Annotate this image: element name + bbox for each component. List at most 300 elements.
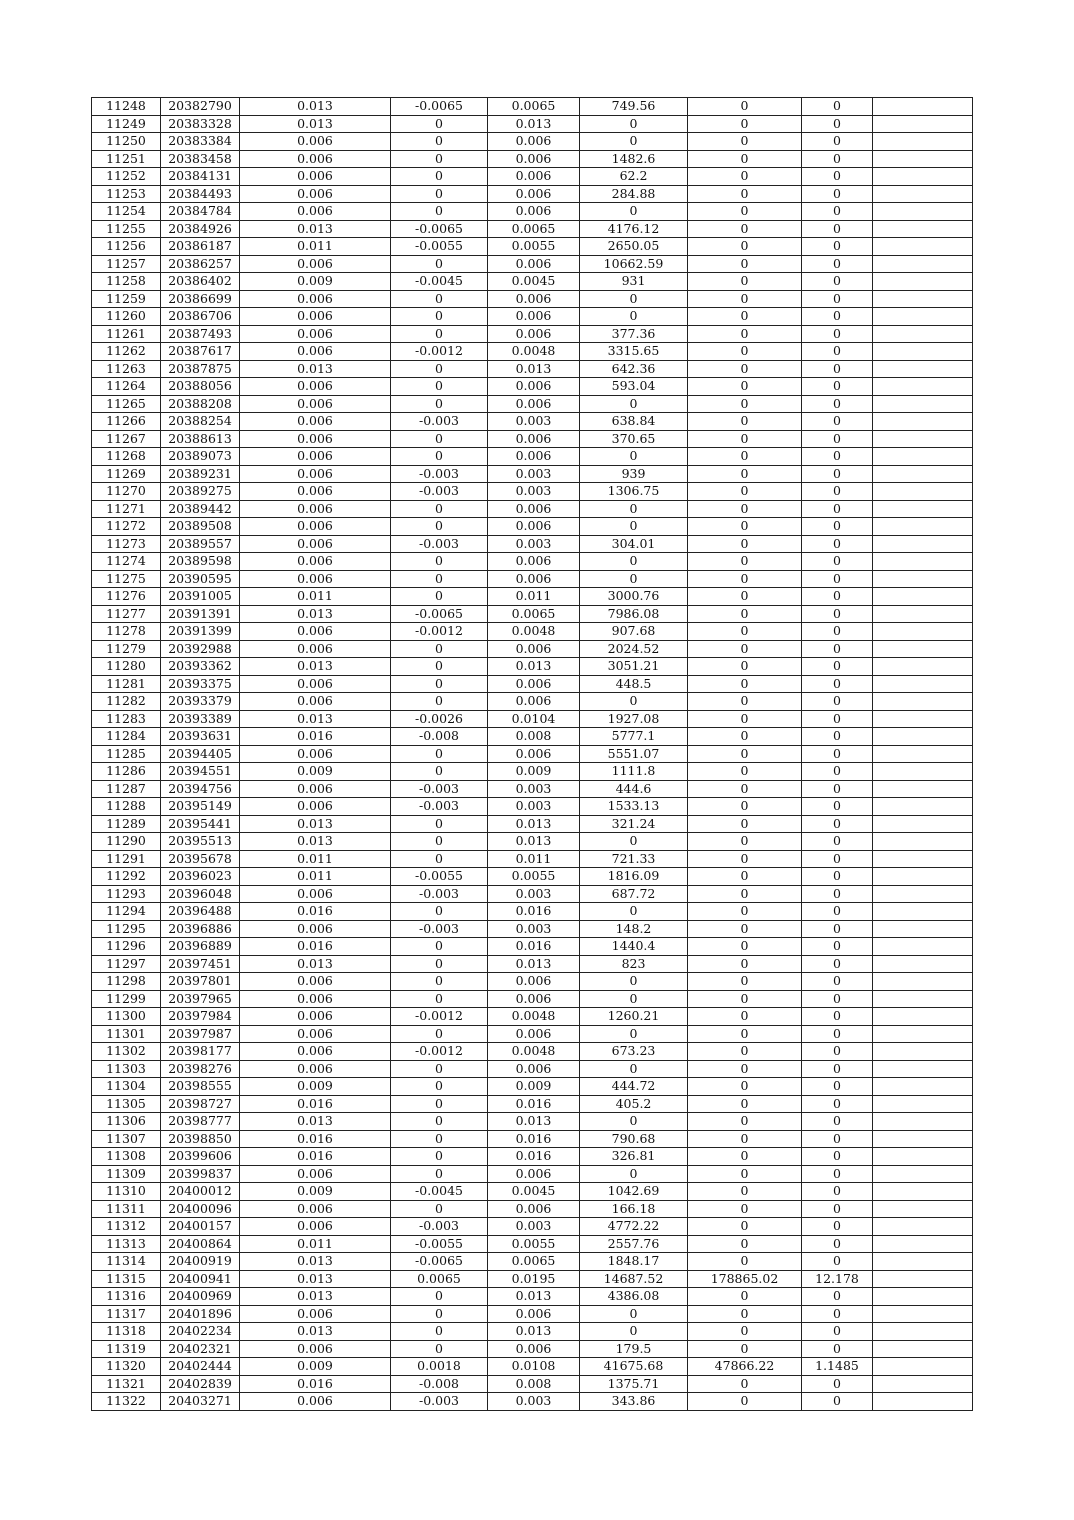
table-cell: 12.178 [802,1270,873,1288]
table-cell: 0.006 [488,570,580,588]
table-body [92,98,973,1411]
table-cell: 0 [391,570,488,588]
table-cell: 0 [688,1008,802,1026]
table-cell: 0 [580,395,688,413]
table-cell: 0.003 [488,885,580,903]
table-row [92,1340,973,1358]
table-cell: 0 [391,430,488,448]
table-cell: 11270 [92,483,161,501]
table-cell: 0 [688,220,802,238]
table-cell: 0.006 [488,395,580,413]
table-cell: 0.016 [488,938,580,956]
table-cell: 0 [391,675,488,693]
table-cell: 0 [688,885,802,903]
table-cell [873,1305,973,1323]
table-cell: 1375.71 [580,1375,688,1393]
table-row [92,675,973,693]
table-cell [873,238,973,256]
table-row [92,518,973,536]
table-cell: -0.003 [391,465,488,483]
table-cell: 0.0065 [488,220,580,238]
table-row [92,833,973,851]
table-cell: 20397801 [161,973,240,991]
table-cell [873,1165,973,1183]
table-cell: 0 [802,1130,873,1148]
table-cell: 0 [802,1025,873,1043]
table-cell: 0 [802,745,873,763]
table-cell [873,763,973,781]
table-cell: 0 [688,955,802,973]
table-row [92,903,973,921]
table-cell: 0.013 [488,360,580,378]
table-cell: 20393631 [161,728,240,746]
table-cell: 0.0104 [488,710,580,728]
table-cell: 284.88 [580,185,688,203]
table-cell: 0.011 [240,868,391,886]
table-cell [873,115,973,133]
table-cell: 0 [391,640,488,658]
table-cell: 11296 [92,938,161,956]
table-row [92,413,973,431]
table-cell: 0 [802,938,873,956]
table-cell: 0 [688,1340,802,1358]
table-cell: 20399606 [161,1148,240,1166]
table-cell: 0 [802,290,873,308]
table-cell: 1482.6 [580,150,688,168]
table-cell [873,98,973,116]
table-cell: 0.013 [240,360,391,378]
table-cell: 20386187 [161,238,240,256]
table-cell [873,868,973,886]
table-cell: 0 [688,1095,802,1113]
table-cell: 0 [580,203,688,221]
table-cell: 0 [802,413,873,431]
table-cell: 3315.65 [580,343,688,361]
table-cell: 20397984 [161,1008,240,1026]
table-cell [873,448,973,466]
table-cell: 11261 [92,325,161,343]
table-cell: 0 [802,728,873,746]
table-cell: 20401896 [161,1305,240,1323]
table-cell: 0 [688,833,802,851]
table-cell: 0 [580,1305,688,1323]
table-cell: -0.0055 [391,868,488,886]
table-cell: -0.003 [391,780,488,798]
table-cell: 11286 [92,763,161,781]
table-cell: 20393362 [161,658,240,676]
table-cell: 0.013 [240,98,391,116]
table-cell: 0 [802,1200,873,1218]
table-cell: 0 [688,168,802,186]
table-cell: 11305 [92,1095,161,1113]
table-cell [873,308,973,326]
table-cell: 20382790 [161,98,240,116]
table-cell: 0.0045 [488,1183,580,1201]
table-cell: 0.009 [240,1183,391,1201]
table-cell: 0.013 [240,815,391,833]
table-cell: 11258 [92,273,161,291]
table-cell: 0.013 [240,1270,391,1288]
table-cell [873,220,973,238]
table-cell [873,640,973,658]
table-cell: 0.006 [488,693,580,711]
table-cell: 20391005 [161,588,240,606]
table-cell: 4386.08 [580,1288,688,1306]
table-cell [873,185,973,203]
table-cell: 166.18 [580,1200,688,1218]
table-cell: 0.009 [488,763,580,781]
table-cell: 0.0108 [488,1358,580,1376]
table-cell: 0.006 [240,343,391,361]
table-row [92,658,973,676]
table-cell: 0.011 [240,850,391,868]
table-cell: 0.013 [240,1113,391,1131]
table-cell: 0.006 [240,1340,391,1358]
table-cell: 0.003 [488,1393,580,1411]
table-row [92,465,973,483]
table-cell: 11309 [92,1165,161,1183]
table-cell: 0 [688,273,802,291]
table-cell: 62.2 [580,168,688,186]
table-cell: 11315 [92,1270,161,1288]
table-cell: 0.006 [488,308,580,326]
table-cell: 11250 [92,133,161,151]
table-cell: 721.33 [580,850,688,868]
table-cell: 0 [802,1393,873,1411]
table-cell [873,483,973,501]
table-cell: 0 [391,378,488,396]
table-cell: 20389275 [161,483,240,501]
table-cell: 0 [580,990,688,1008]
table-cell: 20396488 [161,903,240,921]
table-cell: 20402444 [161,1358,240,1376]
table-cell: 0.006 [240,1008,391,1026]
table-cell: 0 [802,220,873,238]
table-cell [873,1253,973,1271]
table-cell: 11262 [92,343,161,361]
table-cell: 20395441 [161,815,240,833]
table-cell: 20389508 [161,518,240,536]
table-cell: 0.013 [488,1288,580,1306]
table-cell: -0.0065 [391,98,488,116]
table-cell: 0 [688,868,802,886]
table-cell: 5777.1 [580,728,688,746]
table-cell: 11318 [92,1323,161,1341]
table-cell: 11255 [92,220,161,238]
table-cell: 0.006 [240,150,391,168]
table-cell: 0 [391,1288,488,1306]
table-cell: 0.006 [488,325,580,343]
table-row [92,115,973,133]
table-cell: 0 [391,518,488,536]
table-cell: 0.013 [240,605,391,623]
table-cell: 749.56 [580,98,688,116]
table-cell: 0.006 [240,885,391,903]
table-cell [873,1340,973,1358]
table-cell: 0.0048 [488,343,580,361]
table-cell: 0 [688,483,802,501]
table-cell: 47866.22 [688,1358,802,1376]
table-cell: 20388208 [161,395,240,413]
table-cell: 11266 [92,413,161,431]
table-cell: 0 [688,1218,802,1236]
table-cell: 20384926 [161,220,240,238]
table-cell: 0 [688,98,802,116]
table-cell [873,1130,973,1148]
table-cell: 370.65 [580,430,688,448]
table-cell: 0.009 [240,273,391,291]
table-cell: 0.009 [240,1358,391,1376]
table-cell: 0 [580,973,688,991]
table-cell: 0 [688,1375,802,1393]
table-cell: 0.016 [488,1130,580,1148]
table-cell: 0.006 [488,745,580,763]
table-row [92,1113,973,1131]
table-cell: 1440.4 [580,938,688,956]
table-cell: 0 [688,1113,802,1131]
table-cell: 0.0055 [488,238,580,256]
table-row [92,973,973,991]
table-cell: 0 [688,710,802,728]
table-cell: 0 [688,1288,802,1306]
table-cell: 0 [802,203,873,221]
table-cell: 0 [802,395,873,413]
table-cell: 11299 [92,990,161,1008]
table-cell: 673.23 [580,1043,688,1061]
table-cell: -0.008 [391,1375,488,1393]
table-cell: 0 [391,115,488,133]
table-cell: 0.006 [488,378,580,396]
table-cell: 0.0048 [488,623,580,641]
table-cell: 0.006 [488,500,580,518]
table-cell: 20398555 [161,1078,240,1096]
table-cell: 20396048 [161,885,240,903]
table-cell: 0.006 [240,535,391,553]
table-cell: 20403271 [161,1393,240,1411]
table-cell: 0 [580,903,688,921]
table-cell: -0.003 [391,1218,488,1236]
table-cell: 20398727 [161,1095,240,1113]
table-cell: 0.006 [240,920,391,938]
table-cell: 11284 [92,728,161,746]
table-cell: 178865.02 [688,1270,802,1288]
table-cell: 20394551 [161,763,240,781]
table-cell: 326.81 [580,1148,688,1166]
table-cell: 4772.22 [580,1218,688,1236]
table-cell: 0 [391,185,488,203]
table-row [92,430,973,448]
table-cell: 11321 [92,1375,161,1393]
table-cell: -0.003 [391,483,488,501]
table-cell: 0 [802,185,873,203]
table-cell: 448.5 [580,675,688,693]
table-cell [873,1200,973,1218]
table-cell: 0 [391,1060,488,1078]
table-cell: 20402839 [161,1375,240,1393]
table-cell: 11312 [92,1218,161,1236]
table-cell: 11279 [92,640,161,658]
table-cell: 0.006 [488,168,580,186]
table-cell: 11275 [92,570,161,588]
table-cell: 11268 [92,448,161,466]
table-cell: 0.006 [240,798,391,816]
table-cell [873,553,973,571]
table-cell: 0 [802,815,873,833]
table-cell: 0.006 [488,1025,580,1043]
table-cell: 0.006 [240,308,391,326]
table-cell: -0.003 [391,413,488,431]
table-cell: 0.006 [240,553,391,571]
table-cell: 0 [688,1043,802,1061]
table-cell [873,1323,973,1341]
table-row [92,763,973,781]
table-cell: 0 [391,850,488,868]
table-cell: 0.016 [488,903,580,921]
table-cell: 0 [688,430,802,448]
table-cell: 0 [391,973,488,991]
table-row [92,343,973,361]
table-cell: 11265 [92,395,161,413]
table-cell: 0 [688,973,802,991]
table-cell: 0 [802,903,873,921]
table-cell: -0.008 [391,728,488,746]
table-row [92,168,973,186]
table-cell: 3000.76 [580,588,688,606]
table-cell: 0.006 [240,1025,391,1043]
table-cell: 0 [580,570,688,588]
table-cell: 20383328 [161,115,240,133]
table-cell [873,780,973,798]
table-cell [873,133,973,151]
table-row [92,1218,973,1236]
table-cell: 0.006 [488,255,580,273]
table-cell: 0 [688,1200,802,1218]
table-cell: 0 [580,553,688,571]
table-cell: 0 [391,955,488,973]
table-cell: 0 [802,500,873,518]
table-cell: 0.006 [488,430,580,448]
table-cell: 0.0065 [488,1253,580,1271]
table-cell: 20397987 [161,1025,240,1043]
table-cell: 0.016 [240,1375,391,1393]
table-cell: 0 [391,255,488,273]
table-cell: 0.0195 [488,1270,580,1288]
table-cell: 11297 [92,955,161,973]
table-cell: 11300 [92,1008,161,1026]
table-row [92,1165,973,1183]
table-cell [873,990,973,1008]
table-cell: 0.006 [240,570,391,588]
table-cell: 0 [802,693,873,711]
table-cell: 0.006 [240,500,391,518]
table-row [92,273,973,291]
table-cell: 0.006 [240,378,391,396]
table-cell: 0.011 [240,1235,391,1253]
table-row [92,325,973,343]
table-cell: 0 [688,920,802,938]
table-cell: 0 [688,675,802,693]
table-cell: 0.013 [240,115,391,133]
table-row [92,570,973,588]
table-cell: 11310 [92,1183,161,1201]
table-cell: 20394756 [161,780,240,798]
table-cell: 0 [391,1113,488,1131]
table-cell: 0.013 [488,833,580,851]
table-cell: 11272 [92,518,161,536]
table-cell: 0 [688,1148,802,1166]
table-cell: -0.0065 [391,605,488,623]
table-cell: 11317 [92,1305,161,1323]
table-cell: 0.016 [240,728,391,746]
table-row [92,203,973,221]
table-cell: 0.006 [240,1200,391,1218]
table-cell: 20398276 [161,1060,240,1078]
table-cell: 20386257 [161,255,240,273]
table-cell: 0 [802,1305,873,1323]
table-cell [873,1375,973,1393]
table-row [92,745,973,763]
table-cell: 0 [688,763,802,781]
table-cell: 0 [802,1008,873,1026]
table-cell: 0.003 [488,780,580,798]
table-cell: -0.0065 [391,1253,488,1271]
table-cell [873,1113,973,1131]
table-cell [873,920,973,938]
table-cell: 0.016 [240,1095,391,1113]
table-cell [873,1078,973,1096]
table-row [92,955,973,973]
table-cell: 0 [688,623,802,641]
table-cell: 0.003 [488,798,580,816]
table-cell: 20386706 [161,308,240,326]
table-cell: 0 [802,430,873,448]
table-cell: 20391399 [161,623,240,641]
table-cell: 0.006 [240,290,391,308]
table-cell: 0.003 [488,483,580,501]
table-cell: 0.006 [240,185,391,203]
table-cell: 1816.09 [580,868,688,886]
table-cell: 0.006 [240,413,391,431]
table-cell: 405.2 [580,1095,688,1113]
table-cell: 0 [802,378,873,396]
table-cell: 0.013 [488,815,580,833]
table-cell: 0 [580,1025,688,1043]
table-cell: 0 [391,133,488,151]
table-cell: 0 [391,168,488,186]
table-cell: 14687.52 [580,1270,688,1288]
table-row [92,1043,973,1061]
table-cell [873,710,973,728]
table-cell: 0.011 [240,588,391,606]
table-cell: 2650.05 [580,238,688,256]
table-cell: 0 [802,1165,873,1183]
table-cell: 20395513 [161,833,240,851]
table-row [92,1375,973,1393]
table-cell: 11314 [92,1253,161,1271]
table-cell: 0 [391,553,488,571]
table-cell: 0 [391,1305,488,1323]
table-cell: 11254 [92,203,161,221]
table-cell: 0.0055 [488,1235,580,1253]
table-cell: 0.006 [240,1043,391,1061]
table-cell: 11291 [92,850,161,868]
table-cell: 0 [802,1323,873,1341]
table-cell: 11294 [92,903,161,921]
table-cell: 20389557 [161,535,240,553]
table-cell [873,1270,973,1288]
table-cell: 0.006 [240,1393,391,1411]
table-cell: 0 [802,273,873,291]
